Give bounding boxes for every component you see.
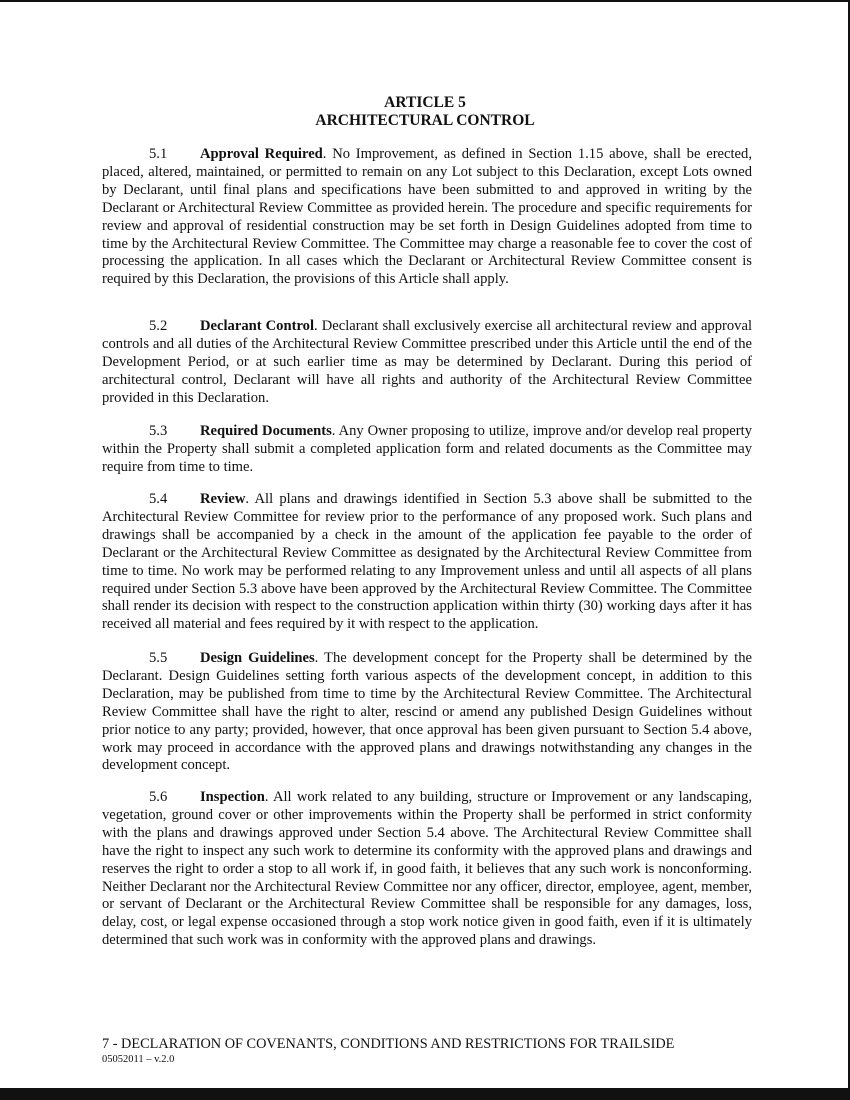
section-number: 5.5 [149, 650, 168, 666]
article-number: ARTICLE 5 [384, 94, 466, 111]
section-body: . Any Owner proposing to utilize, improve and/or develop real property within the Property shall submit a completed application form and related documents as the Committee may require from time to time. [102, 423, 752, 475]
section-number: 5.1 [149, 146, 168, 162]
section-body: . No Improvement, as defined in Section 1.15 above, shall be erected, placed, altered, maintained, or permitted to remain on any Lot subject to this Declaration, except Lots owned by Declarant, until final plans and specifications have been submitted to and approved in writing by the Declarant or Architectural Review Committee as provided herein. The procedure and specific requirements for review and approval of residential construction may be set forth in Design Guidelines adopted from time to time by the Architectural Review Committee. The Committee may charge a reasonable fee to cover the cost of processing the application. In all cases which the Declarant or Architectural Review Committee consent is required by this Declaration, the provisions of this Article shall apply. [102, 146, 752, 288]
section-title: Design Guidelines [200, 650, 315, 666]
section-title: Required Documents [200, 423, 332, 439]
section-5-3 [102, 423, 752, 477]
section-body: . The development concept for the Property shall be determined by the Declarant. Design Guidelines setting forth various aspects of the development concept, in addition to this Declaration, may be published from time to time by the Architectural Review Committee. The Architectural Review Committee shall have the right to alter, rescind or amend any published Design Guidelines without prior notice to any party; provided, however, that once approval has been given pursuant to Section 5.4 above, work may proceed in accordance with the approved plans and drawings notwithstanding any changes in the development concept. [102, 650, 753, 774]
section-body: . All plans and drawings identified in Section 5.3 above shall be submitted to the Architectural Review Committee for review prior to the performance of any proposed work. Such plans and drawings shall be accompanied by a check in the amount of the application fee payable to the order of Declarant or the Architectural Review Committee as designated by the Architectural Review Committee from time to time. No work may be performed relating to any Improvement unless and until all aspects of all plans required under Section 5.3 above have been approved by the Architectural Review Committee. The Committee shall render its decision with respect to the construction application within thirty (30) working days after it has received all material and fees required by it with respect to the application. [102, 491, 752, 633]
section-number: 5.4 [149, 491, 168, 507]
section-title: Approval Required [200, 146, 323, 162]
section-title: Declarant Control [200, 318, 315, 334]
section-5-5 [102, 650, 752, 775]
scan-edge-top [0, 0, 850, 2]
section-number: 5.2 [149, 318, 168, 334]
section-5-1 [102, 146, 752, 289]
section-5-4 [102, 491, 752, 634]
scan-edge-bottom [0, 1088, 850, 1100]
section-5-6 [102, 789, 752, 950]
section-body: . Declarant shall exclusively exercise all architectural review and approval controls and all duties of the Architectural Review Committee prescribed under this Article until the end of the Development Period, or at such earlier time as may be determined by Declarant. During this period of architectural control, Declarant will have all rights and authority of the Architectural Review Committee provided in this Declaration. [102, 318, 752, 406]
section-title: Inspection [200, 789, 265, 805]
footer-title: 7 - DECLARATION OF COVENANTS, CONDITIONS AND RESTRICTIONS FOR TRAILSIDE [102, 1036, 675, 1052]
section-number: 5.3 [149, 423, 168, 439]
article-title: ARCHITECTURAL CONTROL [315, 112, 535, 129]
section-5-2 [102, 318, 752, 408]
section-body: . All work related to any building, structure or Improvement or any landscaping, vegetation, ground cover or other improvements within the Property shall be performed in strict conformity with the plans and drawings approved under Section 5.4 above. The Architectural Review Committee shall have the right to inspect any such work to determine its conformity with the approved plans and drawings and reserves the right to order a stop to all work if, in good faith, it believes that any such work is nonconforming. Neither Declarant nor the Architectural Review Committee nor any officer, director, employee, agent, member, or servant of Declarant or the Architectural Review Committee shall be responsible for any damages, loss, delay, cost, or legal expense occasioned through a stop work notice given in good faith, even if it is ultimately determined that such work was in conformity with the approved plans and drawings. [102, 789, 752, 949]
footer-version-code: 05052011 – v.2.0 [102, 1054, 175, 1065]
section-number: 5.6 [149, 789, 168, 805]
section-title: Review [200, 491, 246, 507]
